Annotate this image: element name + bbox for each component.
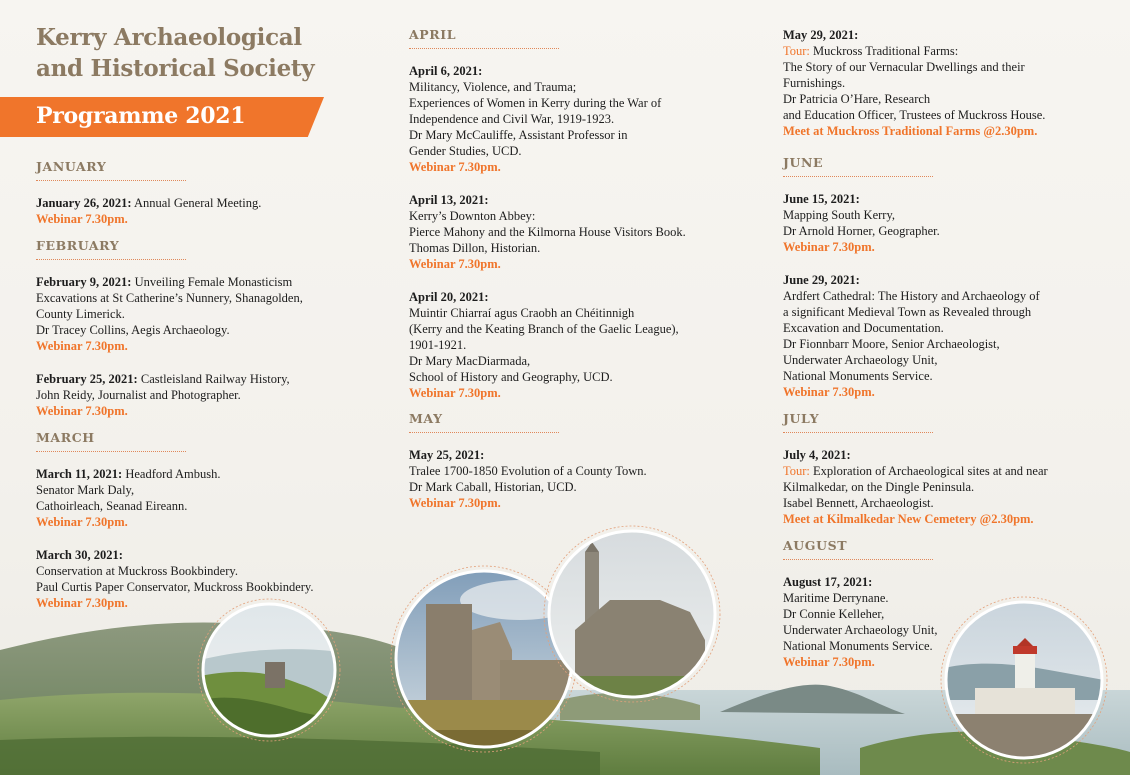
event-item [36,195,366,227]
month-march [36,430,366,628]
event-line: Dr Arnold Horner, Geographer. [783,224,940,238]
tour-label: Tour: [783,464,810,478]
event-item [409,63,759,175]
month-heading: FEBRUARY [36,238,120,253]
event-title: Muckross Traditional Farms: [813,44,959,58]
event-line: Excavation and Documentation. [783,321,944,335]
programme-banner-text: Programme 2021 [36,103,246,129]
event-item [783,191,1128,255]
event-line: Ardfert Cathedral: The History and Archaeology of [783,289,1040,303]
month-august [783,538,1128,687]
society-title [36,22,326,84]
divider [783,559,933,560]
event-list [409,447,759,511]
event-list [409,63,759,401]
event-list [783,574,1128,670]
event-date: January 26, 2021: [36,196,132,210]
event-date: May 25, 2021: [409,448,485,462]
event-note: Webinar 7.30pm. [409,386,501,400]
event-line: 1901-1921. [409,338,467,352]
event-list [36,466,366,611]
event-item [783,447,1128,527]
month-january [36,159,366,244]
event-title: Exploration of Archaeological sites at and near [813,464,1048,478]
event-date: February 9, 2021: [36,275,132,289]
event-title: Castleisland Railway History, [140,372,290,386]
event-line: Excavations at St Catherine’s Nunnery, Shanagolden, [36,291,303,305]
tour-label: Tour: [783,44,810,58]
event-line: Dr Fionnbarr Moore, Senior Archaeologist, [783,337,1000,351]
event-line: Senator Mark Daly, [36,483,135,497]
event-line: Independence and Civil War, 1919-1923. [409,112,615,126]
event-line: Dr Mary MacDiarmada, [409,354,531,368]
divider [783,432,933,433]
month-may [409,411,759,528]
event-line: Militancy, Violence, and Trauma; [409,80,577,94]
event-line: Pierce Mahony and the Kilmorna House Visitors Book. [409,225,686,239]
event-line: Underwater Archaeology Unit, [783,623,938,637]
event-line: School of History and Geography, UCD. [409,370,613,384]
event-note: Meet at Muckross Traditional Farms @2.30pm. [783,124,1038,138]
event-line: Tralee 1700-1850 Evolution of a County Town. [409,464,647,478]
divider [409,432,559,433]
month-heading: MAY [409,411,443,426]
event-note: Meet at Kilmalkedar New Cemetery @2.30pm. [783,512,1034,526]
event-note: Webinar 7.30pm. [36,339,128,353]
event-line: Underwater Archaeology Unit, [783,353,938,367]
event-title: Unveiling Female Monasticism [134,275,293,289]
event-line: Kerry’s Downton Abbey: [409,209,536,223]
month-july [783,411,1128,544]
event-line: Experiences of Women in Kerry during the War of [409,96,662,110]
event-line: Kilmalkedar, on the Dingle Peninsula. [783,480,975,494]
event-item [36,371,366,419]
event-line: Maritime Derrynane. [783,591,889,605]
divider [36,180,186,181]
event-note: Webinar 7.30pm. [36,596,128,610]
event-note: Webinar 7.30pm. [36,404,128,418]
month-heading: JANUARY [36,159,107,174]
divider [783,176,933,177]
event-date: February 25, 2021: [36,372,138,386]
event-date: April 20, 2021: [409,290,489,304]
event-line: Paul Curtis Paper Conservator, Muckross Bookbindery. [36,580,314,594]
event-line: Thomas Dillon, Historian. [409,241,541,255]
month-heading: AUGUST [783,538,848,553]
month-heading: APRIL [409,27,457,42]
month-february [36,238,366,436]
event-date: April 13, 2021: [409,193,489,207]
event-item [783,272,1128,400]
event-line: Furnishings. [783,76,846,90]
event-line: Dr Tracey Collins, Aegis Archaeology. [36,323,230,337]
event-line: The Story of our Vernacular Dwellings and their [783,60,1025,74]
event-date: June 29, 2021: [783,273,860,287]
event-list [36,195,366,227]
event-item [36,274,366,354]
event-line: Conservation at Muckross Bookbindery. [36,564,238,578]
society-title-line2: and Historical Society [36,55,315,82]
event-item [783,27,1128,139]
event-line: Muintir Chiarraí agus Craobh an Chéitinnigh [409,306,635,320]
month-heading: MARCH [36,430,95,445]
event-line: Gender Studies, UCD. [409,144,522,158]
event-line: Dr Mark Caball, Historian, UCD. [409,480,577,494]
event-item [36,547,366,611]
event-line: Dr Mary McCauliffe, Assistant Professor in [409,128,628,142]
month-june [783,155,1128,417]
event-line: John Reidy, Journalist and Photographer. [36,388,241,402]
event-date: April 6, 2021: [409,64,483,78]
event-date: July 4, 2021: [783,448,851,462]
society-title-line1: Kerry Archaeological [36,24,302,51]
event-note: Webinar 7.30pm. [783,385,875,399]
event-note: Webinar 7.30pm. [36,515,128,529]
event-line: National Monuments Service. [783,369,933,383]
event-note: Webinar 7.30pm. [409,496,501,510]
event-note: Webinar 7.30pm. [409,257,501,271]
event-line: National Monuments Service. [783,639,933,653]
event-date: March 11, 2021: [36,467,123,481]
month-heading: JULY [783,411,820,426]
event-note: Webinar 7.30pm. [36,212,128,226]
event-line: (Kerry and the Keating Branch of the Gaelic League), [409,322,679,336]
event-date: May 29, 2021: [783,28,859,42]
event-line: Mapping South Kerry, [783,208,896,222]
event-item [36,466,366,530]
month-heading: JUNE [783,155,824,170]
may-continued [783,27,1128,156]
event-line: County Limerick. [36,307,125,321]
event-line: Dr Connie Kelleher, [783,607,885,621]
event-date: June 15, 2021: [783,192,860,206]
event-list [36,274,366,419]
event-line: Dr Patricia O’Hare, Research [783,92,931,106]
event-title: Headford Ambush. [125,467,221,481]
event-title: Annual General Meeting. [133,196,262,210]
event-date: March 30, 2021: [36,548,123,562]
event-item [409,447,759,511]
event-line: Isabel Bennett, Archaeologist. [783,496,934,510]
divider [36,259,186,260]
event-line: a significant Medieval Town as Revealed through [783,305,1032,319]
event-item [409,192,759,272]
event-line: and Education Officer, Trustees of Muckross House. [783,108,1046,122]
divider [409,48,559,49]
event-note: Webinar 7.30pm. [409,160,501,174]
event-line: Cathoirleach, Seanad Eireann. [36,499,188,513]
event-note: Webinar 7.30pm. [783,240,875,254]
event-item [409,289,759,401]
event-item [783,574,1128,670]
divider [36,451,186,452]
event-date: August 17, 2021: [783,575,873,589]
event-list [783,191,1128,400]
month-april [409,27,759,418]
event-note: Webinar 7.30pm. [783,655,875,669]
event-list [783,447,1128,527]
